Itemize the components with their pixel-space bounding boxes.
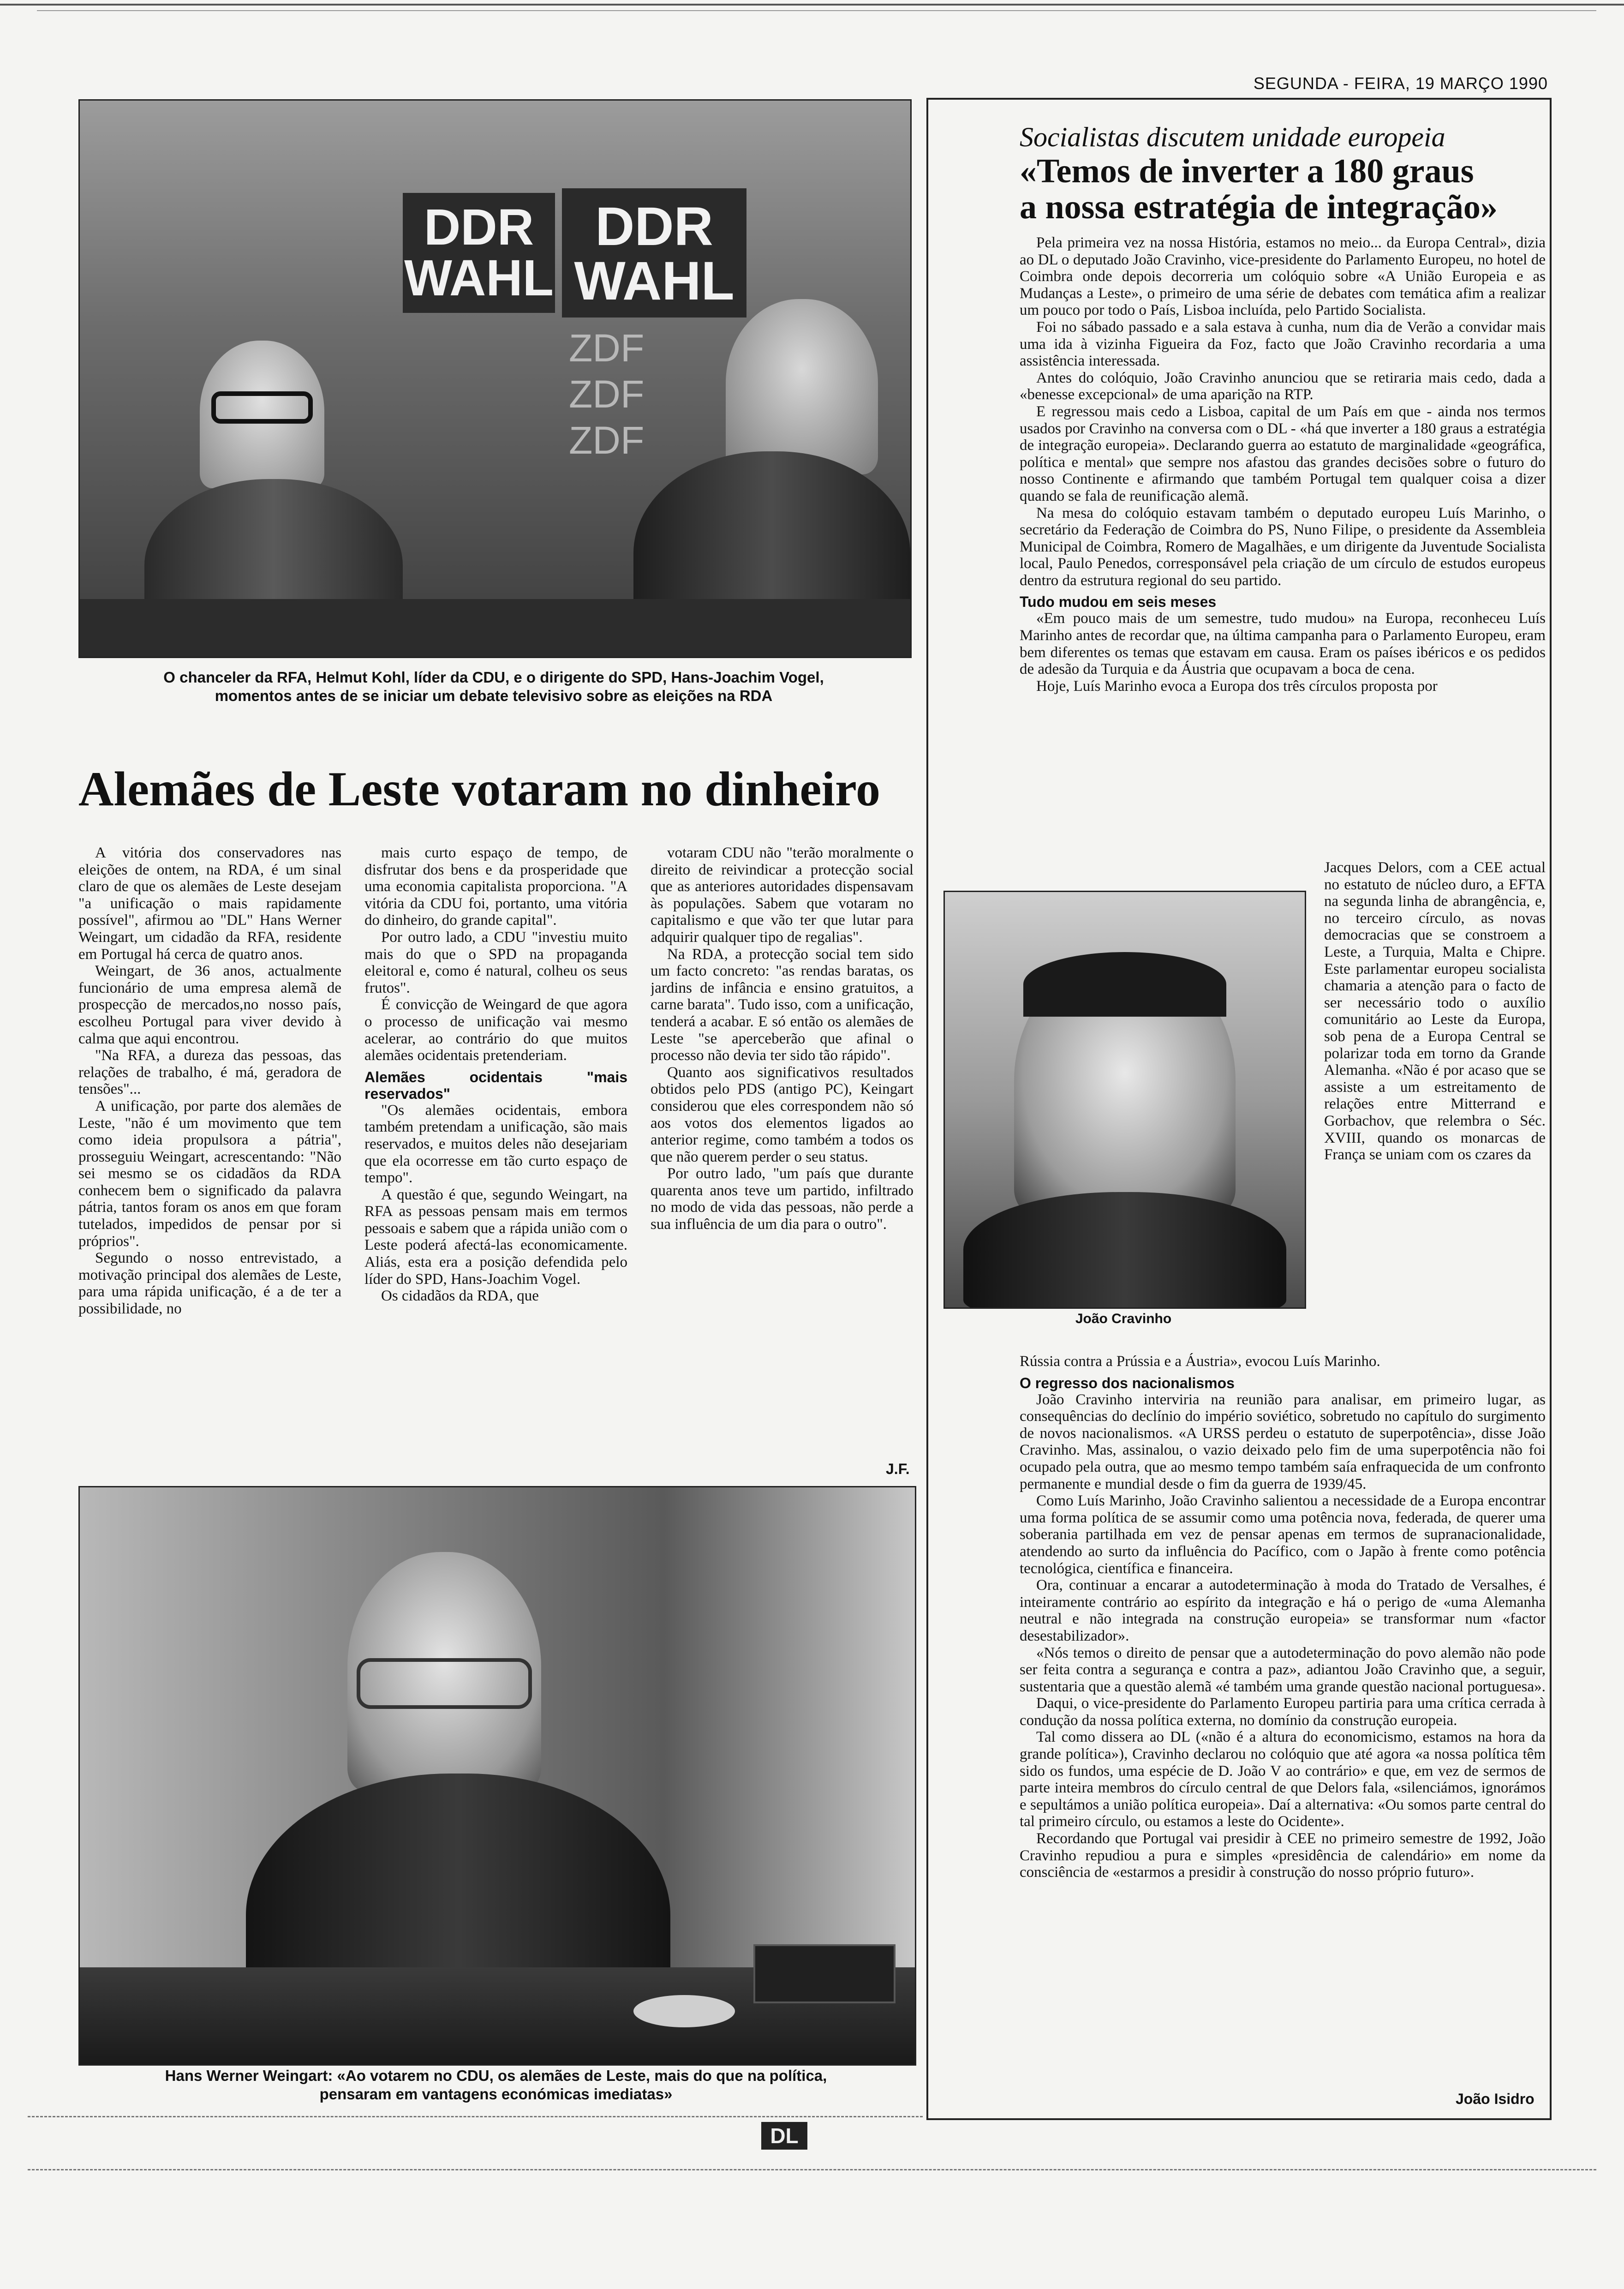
right-signature: João Isidro [1456, 2091, 1534, 2107]
right-p13: «Nós temos o direito de pensar que a autodeterminação do povo alemão não pode ser feita contra a segurança e contra a paz», adiantou João Cravinho que, a seguir, sustentaria que a questão alemã «é também uma grande questão nacional portuguesa». [1020, 1644, 1546, 1695]
left-col2-p2: Por outro lado, a CDU "investiu muito mais do que o SPD na propaganda eleitoral e, como é natural, colheu os seus frutos". [364, 929, 627, 996]
photo-bottom-caption-line2: pensaram em vantagens económicas imediatas» [319, 2085, 673, 2103]
right-p9: Rússia contra a Prússia e a Áustria», evocou Luís Marinho. [1020, 1353, 1380, 1370]
footer-dl-logo: DL [761, 2122, 807, 2150]
right-subhead-1: Tudo mudou em seis meses [1020, 593, 1217, 611]
left-col1-p1: A vitória dos conservadores nas eleições de ontem, na RDA, é um sinal claro de que os alemães de Leste desejam "a unificação o mais rapidamente possível", afirmou ao "DL" Hans Werner Weingart, um cidadão da RFA, residente em Portugal há cerca de quatro anos. [78, 845, 341, 963]
photo-weingart [78, 1486, 916, 2066]
right-headline-line2: a nossa estratégia de integração» [1020, 188, 1498, 226]
recorder [753, 1944, 896, 2003]
left-col3-p1: votaram CDU não "terão moralmente o direito de reivindicar a protecção social que as anteriores autoridades dispensavam às populações. Sabem que votaram no capitalismo e que vão ter que lutar para adquirir qualquer tipo de regalias". [651, 845, 914, 946]
footer-dashed-rule [28, 2116, 923, 2117]
left-signature: J.F. [886, 1461, 910, 1477]
right-p4: E regressou mais cedo a Lisboa, capital de um País em que - ainda nos termos usados por Cravinho na conversa com o DL - «há que inverter a 180 graus a estratégia de integração europeia». Declarando guerra ao estatuto de marginalidade «geográfica, política e mental» que sempre nos afastou das grandes decisões sobre o futuro do nosso Continente e afirmando que também Portugal tem qualquer coisa a dizer quando se fala de reunificação alemã. [1020, 403, 1546, 504]
right-col-bottom [1020, 1353, 1546, 2073]
left-col3-p3: Quanto aos significativos resultados obtidos pelo PDS (antigo PC), Keingart considerou que eles correspondem não só aos votos dos elementos ligados ao anterior regime, como também a todos os que não querem perder o seu status. [651, 1064, 914, 1165]
top-rule-thin [37, 10, 1596, 11]
left-col2-p4: "Os alemães ocidentais, embora também pretendam a unificação, são mais reservados, e muitos deles não desejariam que ela ocorresse em tão curto espaço de tempo". [364, 1102, 627, 1186]
photo-cravinho-caption: João Cravinho [1075, 1311, 1172, 1326]
dateline: SEGUNDA - FEIRA, 19 MARÇO 1990 [1253, 74, 1548, 93]
footer-dashed-rule-2 [28, 2169, 1596, 2170]
right-subhead-2: O regresso dos nacionalismos [1020, 1374, 1235, 1391]
right-p14: Daqui, o vice-presidente do Parlamento Europeu partiria para uma crítica cerrada à condução da nossa política externa, no domínio da construção europeia. [1020, 1695, 1546, 1729]
ddr-wahl-sign-right: DDR WAHL [562, 188, 746, 318]
zdf-logo-1: ZDF [569, 326, 645, 370]
person-vogel-glasses [211, 391, 313, 424]
photo-kohl-vogel [78, 99, 912, 658]
left-col-3 [651, 845, 914, 1458]
top-rule [0, 4, 1624, 6]
right-p11: Como Luís Marinho, João Cravinho salientou a necessidade de a Europa encontrar uma forma política de se assumir como uma potência nova, federada, de querer uma soberania partilhada em vez de pensar apenas em termos de supranacionalidade, atendendo ao surto da influência do Pacífico, com o Japão à frente como potência tecnológica, científica e financeira. [1020, 1492, 1546, 1577]
person-cravinho-body [963, 1192, 1286, 1309]
person-cravinho-hair [1023, 952, 1226, 1017]
right-p16: Recordando que Portugal vai presidir à CEE no primeiro semestre de 1992, João Cravinho repudiou a pura e simples «presidência de calendário» em nome da consciência de «estarmos a presidir à construção do nosso próprio futuro». [1020, 1830, 1546, 1881]
right-p10: João Cravinho interviria na reunião para analisar, em primeiro lugar, as consequências do declínio do império soviético, sobretudo no capítulo do surgimento de novos nacionalismos. «A URSS perdeu o estatuto de superpotência», disse João Cravinho. Mas, assinalou, o vazio deixado pelo fim de uma superpotência não foi ocupado pela outra, que ao mesmo tempo também saía enfraquecida de um confronto permanente e mundial desde o fim da guerra de 1939/45. [1020, 1391, 1546, 1492]
photo-top-caption-line2: momentos antes de se iniciar um debate televisivo sobre as eleições na RDA [215, 687, 773, 704]
left-col3-p2: Na RDA, a protecção social tem sido um facto concreto: "as rendas baratas, os jardins de infância e ensino gratuitos, a carne barata". Tudo isso, com a unificação, tenderá a acabar. E só então os alemães de Leste "se aperceberão que afinal o processo não devia ter sido tão rápido". [651, 946, 914, 1064]
right-p6: «Em pouco mais de um semestre, tudo mudou» na Europa, reconheceu Luís Marinho antes de recordar que, na última campanha para o Parlamento Europeu, eram bem diferentes os temas que estavam em causa. Eram os países ibéricos e os pedidos de adesão da Turquia e da Áustria que ocupavam a boca de cena. [1020, 610, 1546, 678]
right-p12: Ora, continuar a encarar a autodeterminação à moda do Tratado de Versalhes, é inteiramente contrário ao espírito da integração e há o perigo de «uma Alemanha neutral e não integrada na construção europeia» se transformar num «factor desestabilizador». [1020, 1577, 1546, 1644]
left-col2-p3: É convicção de Weingard de que agora o processo de unificação vai mesmo acelerar, ao contrário do que muitos alemães ocidentais pretenderiam. [364, 996, 627, 1064]
right-p8: Jacques Delors, com a CEE actual no estatuto de núcleo duro, a EFTA na segunda linha de abrangência, e, no terceiro círculo, as novas democracias que se constroem a Leste, a Turquia, Malta e Chipre. Este parlamentar europeu socialista chamaria a atenção para o facto de ser necessário todo o auxílio comunitário ao Leste da Europa, sob pena de a Europa Central se polarizar toda em torno da Grande Alemanha. «Não é por acaso que se assiste a um estreitamento de relações entre Mitterrand e Gorbachov, que relembra o Séc. XVIII, quando os monarcas de França se uniam com os czares da [1324, 859, 1546, 1163]
left-headline: Alemães de Leste votaram no dinheiro [78, 762, 881, 816]
ddr-wahl-sign-left: DDR WAHL [403, 193, 555, 313]
right-headline-line1: «Temos de inverter a 180 graus [1020, 152, 1474, 190]
photo-bottom-caption-line1: Hans Werner Weingart: «Ao votarem no CDU, os alemães de Leste, mais do que na política, [165, 2067, 827, 2084]
right-col-narrow [1324, 859, 1546, 1348]
zdf-logo-2: ZDF [569, 372, 645, 416]
right-p5: Na mesa do colóquio estavam também o deputado europeu Luís Marinho, o secretário da Federação de Coimbra do PS, Nuno Filipe, o presidente da Assembleia Municipal de Coimbra, Romero de Magalhães, e um dirigente da Juventude Socialista local, Paulo Penedos, corresponsável pela criação de um círculo de estudos europeus dentro da estrutura regional do seu partido. [1020, 504, 1546, 589]
right-col-top [1020, 234, 1546, 719]
desk [80, 599, 910, 658]
left-col-2 [364, 845, 627, 1481]
zdf-logo-3: ZDF [569, 419, 645, 462]
person-weingart-glasses [357, 1658, 532, 1709]
left-col2-p6: Os cidadãos da RDA, que [381, 1288, 539, 1305]
left-col2-p1: mais curto espaço de tempo, de disfrutar dos bens e da prosperidade que uma economia capitalista proporciona. "A vitória da CDU foi, portanto, uma vitória do dinheiro, do grande capital". [364, 845, 627, 929]
right-kicker: Socialistas discutem unidade europeia [1020, 122, 1445, 152]
left-col1-p2: Weingart, de 36 anos, actualmente funcionário de uma empresa alemã de prospecção de mercados,no nosso país, escolheu Portugal para viver devido à calma que aqui encontrou. [78, 963, 341, 1047]
ashtray [633, 1995, 735, 2027]
person-kohl-head [726, 299, 878, 474]
left-col1-p4: A unificação, por parte dos alemães de Leste, "não é um movimento que tem como ideia propulsora a pátria", prosseguiu Weingart, acrescentando: "Não sei mesmo se os cidadãos da RDA conhecem bem o significado da palavra pátria, tantos foram os anos em que foram tutelados, impedidos de pensar por si próprios". [78, 1097, 341, 1250]
right-p1: Pela primeira vez na nossa História, estamos no meio... da Europa Central», dizia ao DL o deputado João Cravinho, vice-presidente do Parlamento Europeu, no hotel de Coimbra onde depois decorreria um colóquio sobre «A União Europeia e as Mudanças a Leste», o primeiro de uma série de debates com temática afim a realizar um pouco por todo o País, Lisboa incluída, pelo Partido Socialista. [1020, 234, 1546, 319]
photo-top-caption-line1: O chanceler da RFA, Helmut Kohl, líder da CDU, e o dirigente do SPD, Hans-Joachim Vogel, [163, 669, 824, 686]
left-col1-p5: Segundo o nosso entrevistado, a motivação principal dos alemães de Leste, para uma rápida unificação, é a de ter a possibilidade, no [78, 1250, 341, 1318]
right-p3: Antes do colóquio, João Cravinho anunciou que se retiraria mais cedo, dada a «benesse excepcional» de uma aparição na RTP. [1020, 369, 1546, 403]
right-p7: Hoje, Luís Marinho evoca a Europa dos três círculos proposta por [1036, 677, 1438, 695]
left-col3-p4: Por outro lado, "um país que durante quarenta anos teve um partido, infiltrado no modo de vida das pessoas, não perde a sua influência de um dia para o outro". [651, 1165, 914, 1233]
left-col2-subhead: Alemães ocidentais "mais reservados" [364, 1068, 627, 1102]
photo-joao-cravinho [943, 891, 1306, 1309]
left-col1-p3: "Na RFA, a dureza das pessoas, das relações de trabalho, é má, geradora de tensões"... [78, 1047, 341, 1098]
left-col-1 [78, 845, 341, 1481]
right-p2: Foi no sábado passado e a sala estava à cunha, num dia de Verão a convidar mais uma ida à vizinha Figueira da Foz, facto que João Cravinho recordaria a uma assistência interessada. [1020, 318, 1546, 370]
right-p15: Tal como dissera ao DL («não é a altura do economicismo, estamos na hora da grande política»), Cravinho declarou no colóquio que até agora «a nossa política têm sido os fundos, uma espécie de D. João V ao contrário» e que, em vez de sermos de parte inteira membros do círculo central de que Delors fala, «silenciámos, ignorámos e sepultámos a união política europeia». Daí a alternativa: «Ou somos parte central do tal primeiro círculo, ou estamos a leste do Ocidente». [1020, 1729, 1546, 1830]
left-col2-p5: A questão é que, segundo Weingart, na RFA as pessoas pensam mais em termos pessoais e sabem que a rápida união com o Leste poderá afectá-las economicamente. Aliás, esta era a posição defendida pelo líder do SPD, Hans-Joachim Vogel. [364, 1186, 627, 1288]
